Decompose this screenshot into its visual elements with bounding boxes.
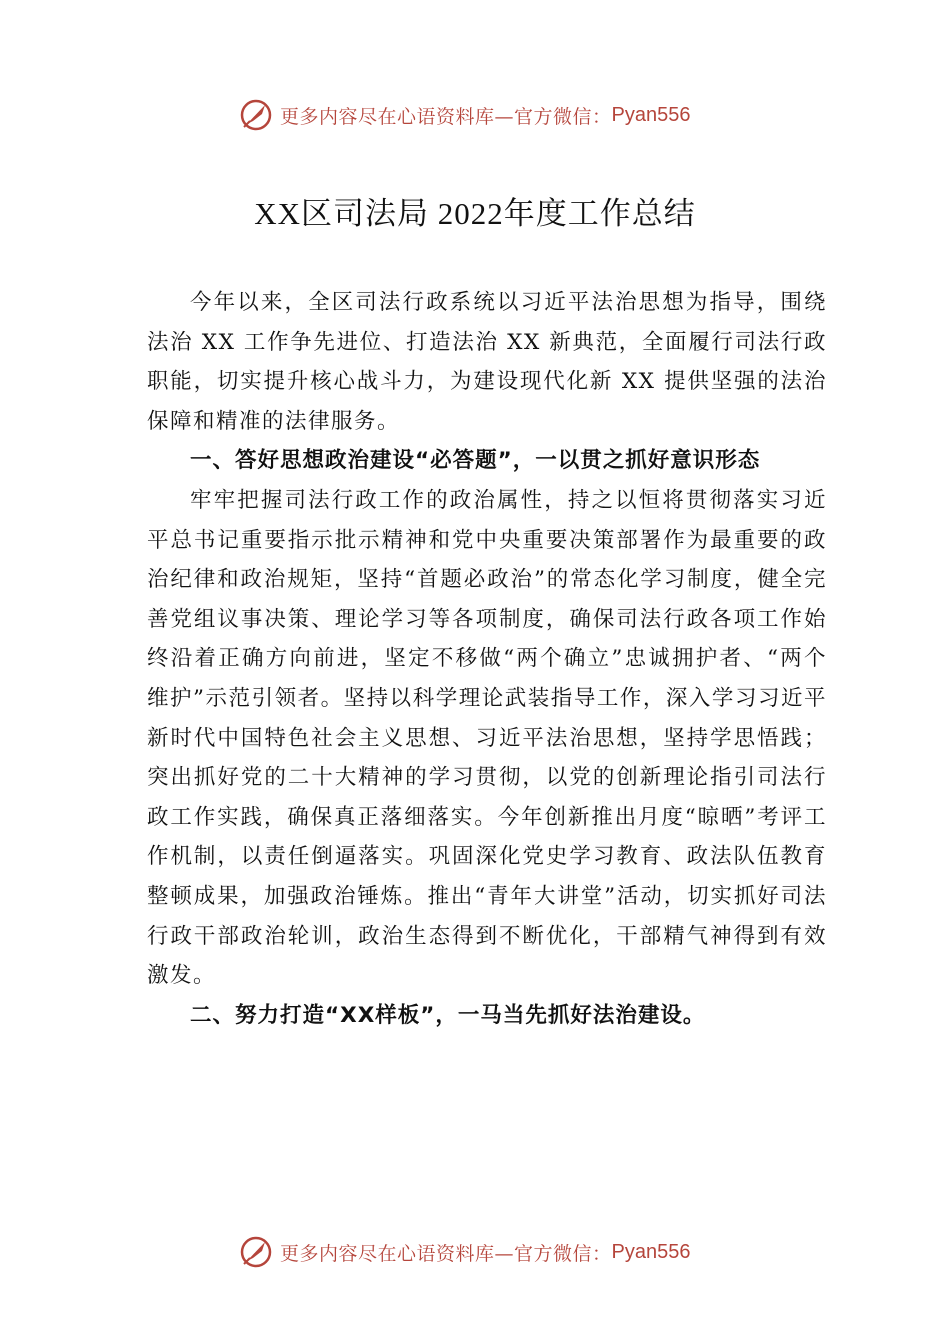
document-title: XX区司法局 2022年度工作总结	[254, 196, 696, 231]
watermark-banner-bottom	[238, 1232, 690, 1272]
quill-pen-logo-icon	[238, 1234, 274, 1270]
section-1-heading: 一、答好思想政治建设“必答题”，一以贯之抓好意识形态	[190, 448, 761, 474]
section-1-paragraph: 牢牢把握司法行政工作的政治属性，持之以恒将贯彻落实习近平总书记重要指示批示精神和党中央重要决策部署作为最重要的政治纪律和政治规矩，坚持“首题必政治”的常态化学习制度，健全完善党组议事决策、理论学习等各项制度，确保司法行政各项工作始终沿着正确方向前进，坚定不移做“两个确立”忠诚拥护者、“两个维护”示范引领者。坚持以科学理论武装指导工作，深入学习习近平新时代中国特色社会主义思想、习近平法治思想，坚持学思悟践；突出抓好党的二十大精神的学习贯彻，以党的创新理论指引司法行政工作实践，确保真正落细落实。今年创新推出月度“晾晒”考评工作机制，以责任倒逼落实。巩固深化党史学习教育、政法队伍教育整顿成果，加强政治锤炼。推出“青年大讲堂”活动，切实抓好司法行政干部政治轮训，政治生态得到不断优化，干部精气神得到有效激发。	[147, 487, 827, 989]
watermark-contact: Pyan556	[611, 103, 691, 126]
watermark-banner-top	[238, 95, 690, 135]
quill-pen-logo-icon	[238, 97, 274, 133]
watermark-contact: Pyan556	[611, 1240, 691, 1263]
watermark-text: 更多内容尽在心语资料库—官方微信：	[280, 1242, 612, 1265]
watermark-text: 更多内容尽在心语资料库—官方微信：	[280, 105, 612, 128]
section-2-heading: 二、努力打造“XX样板”，一马当先抓好法治建设。	[190, 1002, 706, 1028]
intro-paragraph: 今年以来，全区司法行政系统以习近平法治思想为指导，围绕法治 XX 工作争先进位、打造法治 XX 新典范，全面履行司法行政职能，切实提升核心战斗力，为建设现代化新 XX 提供坚强的法治保障和精准的法律服务。	[147, 290, 827, 434]
document-body	[147, 283, 827, 1035]
